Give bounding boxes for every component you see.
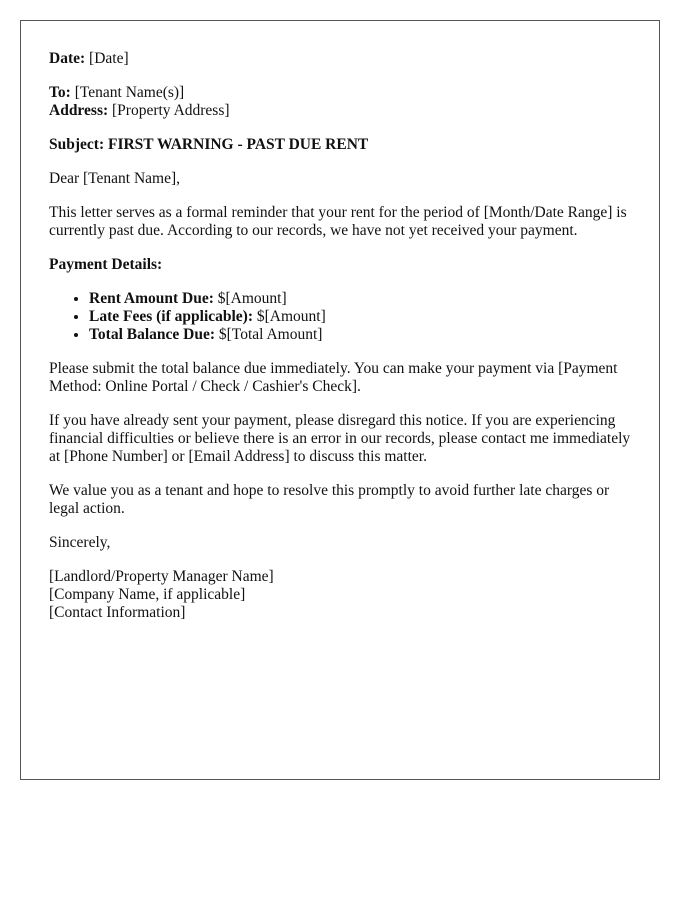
payment-item-value: $[Amount] [217,290,287,307]
subject-value: FIRST WARNING - PAST DUE RENT [107,136,369,153]
to-line [49,84,631,102]
to-label: To: [49,84,71,101]
payment-item-label: Total Balance Due: [89,326,216,343]
signature-name: [Landlord/Property Manager Name] [49,568,274,585]
address-line [49,102,631,120]
payment-details-heading: Payment Details: [49,256,163,273]
payment-item-label: Late Fees (if applicable): [89,308,254,325]
payment-item-rent [89,290,631,308]
closing: Sincerely, [49,534,111,551]
subject-label: Subject: [49,136,105,153]
value-paragraph: We value you as a tenant and hope to resolve this promptly to avoid further late charges or legal action. [49,482,610,517]
date-line [49,50,631,68]
payment-item-late-fees [89,308,631,326]
to-value: [Tenant Name(s)] [74,84,185,101]
greeting: Dear [Tenant Name], [49,170,181,187]
disregard-paragraph: If you have already sent your payment, please disregard this notice. If you are experiencing financial difficulties or believe there is an error in our records, please contact me immediately at [Phone Number] or [Email Address] to discuss this matter. [49,412,631,465]
payment-item-value: $[Amount] [256,308,326,325]
signature-block [49,568,631,622]
payment-item-total [89,326,631,344]
subject-line [49,136,631,154]
intro-paragraph: This letter serves as a formal reminder that your rent for the period of [Month/Date Range] is currently past due. According to our records, we have not yet received your payment. [49,204,627,239]
address-label: Address: [49,102,109,119]
signature-contact: [Contact Information] [49,604,186,621]
payment-details-list [49,290,631,344]
date-value: [Date] [89,50,129,67]
address-value: [Property Address] [112,102,230,119]
signature-company: [Company Name, if applicable] [49,586,246,603]
date-label: Date: [49,50,86,67]
payment-item-value: $[Total Amount] [218,326,323,343]
letter-page [20,20,660,780]
submit-paragraph: Please submit the total balance due immediately. You can make your payment via [Payment Method: Online Portal / Check / Cashier's Check]. [49,360,618,395]
recipient-block [49,84,631,120]
payment-item-label: Rent Amount Due: [89,290,214,307]
